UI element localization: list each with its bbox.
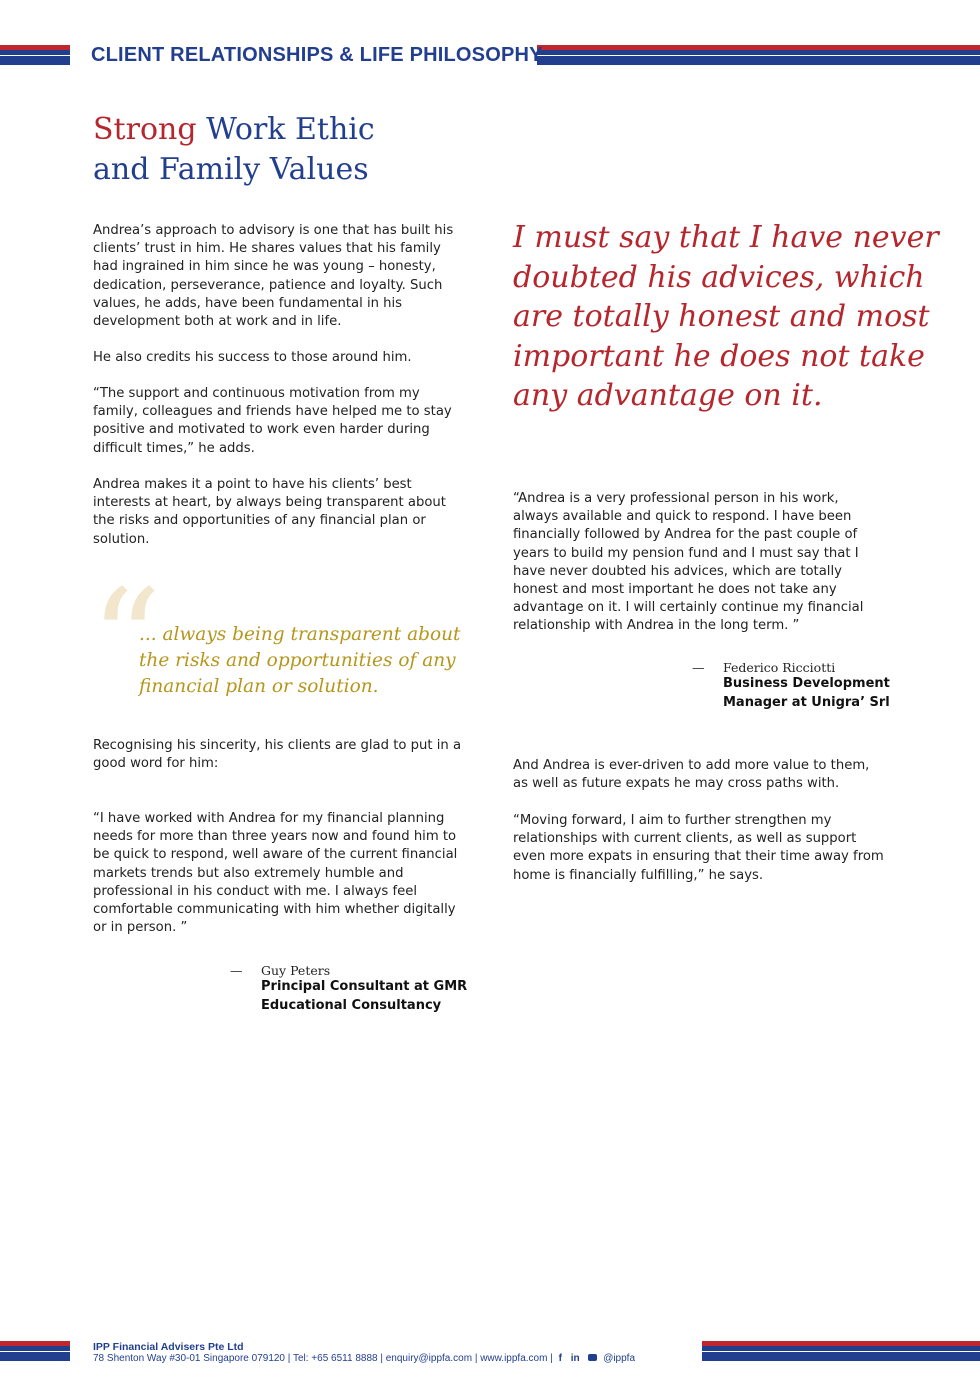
pull-quote: ... always being transparent about the risks and opportunities of any financial plan or solution. bbox=[139, 624, 461, 697]
footer-company: IPP Financial Advisers Pte Ltd bbox=[93, 1341, 244, 1353]
testimonial-1-role: Principal Consultant at GMR Educational Consultancy bbox=[261, 979, 468, 1013]
right-paragraph-2: “Moving forward, I aim to further strengthen my relationships with current clients, as well as support even more expats in ensuring that their time away from home is financially fulfilling,” he says. bbox=[513, 813, 884, 883]
testimonial-1-name: Guy Peters bbox=[261, 963, 331, 978]
testimonial-1-attribution bbox=[230, 963, 480, 1015]
left-paragraph-1: Andrea’s approach to advisory is one that has built his clients’ trust in him. He shares values that his family had ingrained in him since he was young – honesty, dedication, perseverance, patience and loyalty. Such values, he adds, have been fundamental in his development both at work and in life. bbox=[93, 223, 454, 330]
youtube-icon[interactable] bbox=[588, 1354, 597, 1361]
title-line-2: and Family Values bbox=[93, 152, 369, 187]
left-lower-paragraph: Recognising his sincerity, his clients are glad to put in a good word for him: bbox=[93, 738, 462, 772]
left-paragraph-4: Andrea makes it a point to have his clients’ best interests at heart, by always being transparent about the risks and opportunities of any financial plan or solution. bbox=[93, 477, 446, 547]
testimonial-1: “I have worked with Andrea for my financial planning needs for more than three years now and found him to be quick to respond, well aware of the current financial markets trends but also extremely humble and professional in his conduct with me. I always feel comfortable communicating with him whether digitally or in person. ” bbox=[93, 811, 458, 936]
header-bar-right bbox=[537, 45, 980, 65]
footer-contact: 78 Shenton Way #30-01 Singapore 079120 | Tel: +65 6511 8888 | enquiry@ippfa.com | www.ippfa.com | bbox=[93, 1353, 553, 1364]
footer-bar-left bbox=[0, 1341, 70, 1361]
title-accent: Strong bbox=[93, 112, 197, 147]
right-paragraph-1: And Andrea is ever-driven to add more value to them, as well as future expats he may cross paths with. bbox=[513, 758, 870, 792]
left-paragraph-2: He also credits his success to those around him. bbox=[93, 350, 412, 365]
linkedin-icon[interactable]: in bbox=[570, 1353, 580, 1364]
attribution-dash: — bbox=[230, 963, 243, 978]
header-bar-left bbox=[0, 45, 70, 65]
left-paragraph-3: “The support and continuous motivation from my family, colleagues and friends have helped me to stay positive and motivated to work even harder during difficult times,” he adds. bbox=[93, 386, 452, 456]
footer-handle: @ippfa bbox=[603, 1353, 636, 1364]
big-quote: I must say that I have never doubted his advices, which are totally honest and most important he does not take any advantage on it. bbox=[513, 220, 939, 413]
footer-contact-line bbox=[93, 1353, 635, 1364]
testimonial-2-attribution bbox=[692, 660, 952, 712]
footer-bar-right bbox=[702, 1341, 980, 1361]
testimonial-2-name: Federico Ricciotti bbox=[723, 660, 836, 675]
testimonial-2-role: Business Development Manager at Unigra’ Srl bbox=[723, 676, 890, 710]
attribution-dash: — bbox=[692, 660, 705, 675]
testimonial-2: “Andrea is a very professional person in his work, always available and quick to respond. I have been financially followed by Andrea for the past couple of years to build my pension fund and I must say that I have never doubted his advices, which are totally honest and most important he does not take any advantage on it. I will certainly continue my financial relationship with Andrea in the long term. ” bbox=[513, 491, 864, 634]
article-title bbox=[93, 110, 493, 190]
title-rest: Work Ethic bbox=[196, 112, 375, 147]
quote-mark-icon: “ bbox=[90, 560, 162, 723]
section-title: CLIENT RELATIONSHIPS & LIFE PHILOSOPHY bbox=[91, 44, 543, 66]
facebook-icon[interactable]: f bbox=[558, 1353, 562, 1364]
